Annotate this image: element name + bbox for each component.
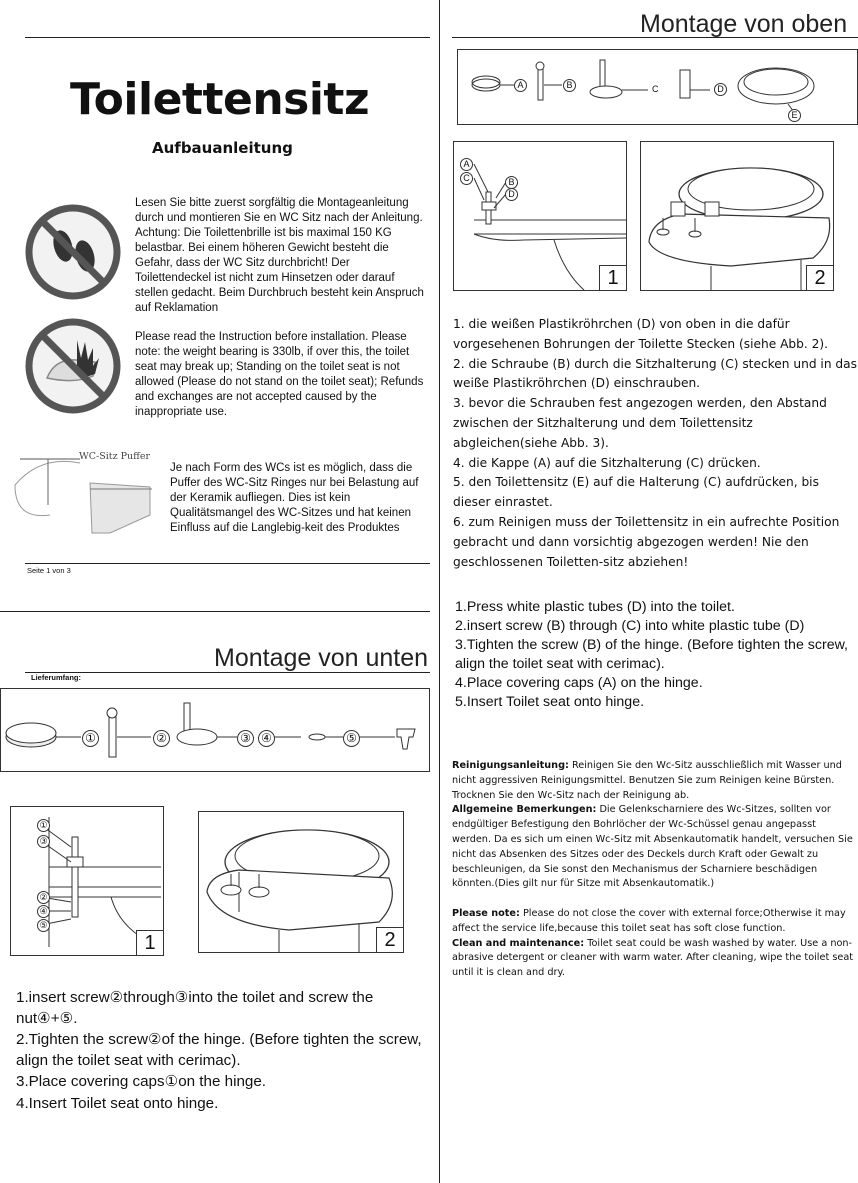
step-oben-en-3: 3.Tighten the screw (B) of the hinge. (Before tighten the screw, align the toilet seat with cerimac). bbox=[455, 636, 848, 672]
figure-2-unten bbox=[198, 811, 404, 953]
part-label-3: ③ bbox=[237, 730, 254, 747]
figure-1-oben bbox=[453, 141, 627, 291]
step-unten-1: 1.insert screw②through③into the toilet and screw the nut④+⑤. bbox=[16, 989, 374, 1027]
fig2-unten-number: 2 bbox=[376, 927, 403, 952]
steps-unten-list bbox=[16, 988, 426, 1114]
notes-block-en bbox=[452, 907, 856, 981]
section-title-unten: Montage von unten bbox=[214, 644, 429, 672]
puffer-text: Je nach Form des WCs ist es möglich, dass die Puffer des WC-Sitz Ringes nur bei Belastung auf der Keramik aufliegen. Dies ist kein Qualitätsmangel des WC-Sitzes und hat keinen Einfluss auf die Langlebig-keit des Produktes bbox=[170, 462, 419, 534]
page-subtitle: Aufbauanleitung bbox=[152, 139, 293, 157]
warning-text-de: Lesen Sie bitte zuerst sorgfältig die Montageanleitung durch und montieren Sie en WC Sitz nach der Anleitung. Achtung: Die Toilettenbrille ist bis maximal 150 KG belastbar. Bei einem höheren Gewicht besteht die Gefahr, dass der WC Sitz durchbricht! Der Toilettendeckel ist nicht zum Hinsetzen oder darauf stellen gedacht. Beim Durchbruch besteht kein Anspruch auf Reklamation bbox=[135, 197, 424, 314]
part-label-5: ⑤ bbox=[343, 730, 360, 747]
parts-box-unten bbox=[0, 688, 430, 772]
part-label-1: ① bbox=[82, 730, 99, 747]
note-reinigung-label: Reinigungsanleitung: bbox=[452, 760, 569, 771]
part-label-A: A bbox=[514, 79, 527, 92]
fig1-unten-label-4: ④ bbox=[37, 905, 50, 918]
no-pressing-icon bbox=[25, 318, 121, 414]
steps-oben-en bbox=[455, 598, 855, 711]
fig1-oben-number: 1 bbox=[599, 265, 626, 290]
part-label-D: D bbox=[714, 83, 727, 96]
section-title-oben: Montage von oben bbox=[640, 10, 848, 38]
note-clean-label: Clean and maintenance: bbox=[452, 937, 585, 949]
step-unten-2: 2.Tighten the screw②of the hinge. (Before tighten the screw, align the toilet seat with cerimac). bbox=[16, 1031, 422, 1069]
step-oben-de-1: 1. die weißen Plastikröhrchen (D) von oben in die dafür vorgesehenen Bohrungen der Toilette Stecken (siehe Abb. 2). bbox=[453, 317, 829, 351]
page-footer: Seite 1 von 3 bbox=[27, 566, 71, 575]
fig1-oben-label-B: B bbox=[505, 176, 518, 189]
step-oben-de-3: 3. bevor die Schrauben fest angezogen werden, den Abstand zwischen der Sitzhalterung und dem Toilettensitz abgleichen(siehe Abb. 3). bbox=[453, 396, 827, 450]
part-label-B: B bbox=[563, 79, 576, 92]
step-oben-de-5: 5. den Toilettensitz (E) auf die Halterung (C) aufdrücken, bis dieser einrastet. bbox=[453, 475, 819, 510]
notes-block-de bbox=[452, 759, 856, 892]
fig1-unten-label-1: ① bbox=[37, 819, 50, 832]
page-title: Toilettensitz bbox=[70, 74, 370, 125]
fig1-unten-label-5: ⑤ bbox=[37, 919, 50, 932]
note-please-text: Please do not close the cover with external force;Otherwise it may affect the service life,because this toilet seat has soft close function. bbox=[452, 908, 846, 934]
fig1-unten-label-3: ③ bbox=[37, 835, 50, 848]
part-label-4: ④ bbox=[258, 730, 275, 747]
step-oben-en-1: 1.Press white plastic tubes (D) into the toilet. bbox=[455, 599, 735, 615]
note-allgemein-label: Allgemeine Bemerkungen: bbox=[452, 804, 597, 816]
left-section-rule bbox=[0, 611, 430, 612]
step-oben-de-2: 2. die Schraube (B) durch die Sitzhalterung (C) stecken und in das weiße Plastikröhrchen (D) einschrauben. bbox=[453, 356, 857, 391]
left-top-rule bbox=[25, 37, 430, 38]
part-label-E: E bbox=[788, 109, 801, 122]
step-unten-3: 3.Place covering caps①on the hinge. bbox=[16, 1073, 267, 1090]
fig1-unten-label-2: ② bbox=[37, 891, 50, 904]
figure-2-oben bbox=[640, 141, 834, 291]
fig2-oben-number: 2 bbox=[806, 265, 833, 290]
steps-oben-de bbox=[453, 315, 857, 572]
part-label-2: ② bbox=[153, 730, 170, 747]
step-oben-en-4: 4.Place covering caps (A) on the hinge. bbox=[455, 674, 703, 691]
note-allgemein-text: Die Gelenkscharniere des Wc-Sitzes, sollten vor endgültiger Befestigung den Bohrlöcher der Wc-Schüssel genau angepasst werden. Da es sich um einen Wc-Sitz mit Absenkautomatik handelt, versuchen Sie nicht das Absenken des Sitzes oder des Deckels durch Kraft oder Gewalt zu beschleunigen, da Sie sonst den Mechanismus der Scharniere beschädigen könnten.(Dies gilt nur für Sitze mit Absenkautomatik.) bbox=[452, 804, 853, 890]
fig1-oben-label-D: D bbox=[505, 188, 518, 201]
fig1-unten-number: 1 bbox=[136, 930, 163, 955]
step-oben-de-4: 4. die Kappe (A) auf die Sitzhalterung (C) drücken. bbox=[453, 455, 761, 470]
part-label-C: C bbox=[652, 84, 659, 94]
note-clean-text: Toilet seat could be wash washed by water. Use a non-abrasive detergent or cleaner with warm water. After cleaning, wipe the toilet seat until it is clean and dry. bbox=[452, 937, 854, 979]
step-oben-en-5: 5.Insert Toilet seat onto hinge. bbox=[455, 693, 645, 710]
fig1-oben-label-C: C bbox=[460, 172, 473, 185]
note-clean bbox=[452, 937, 856, 981]
no-standing-icon bbox=[25, 204, 121, 300]
note-reinigung bbox=[452, 759, 856, 803]
center-divider bbox=[439, 0, 440, 1183]
step-unten-4: 4.Insert Toilet seat onto hinge. bbox=[16, 1094, 219, 1112]
left-footer-rule bbox=[25, 563, 430, 564]
lieferumfang-label: Lieferumfang: bbox=[31, 673, 82, 682]
parts-box-oben bbox=[457, 49, 858, 125]
step-oben-en-2: 2.insert screw (B) through (C) into white plastic tube (D) bbox=[455, 617, 805, 634]
note-please bbox=[452, 907, 856, 937]
note-reinigung-text: Reinigen Sie den Wc-Sitz ausschließlich mit Wasser und nicht aggressiven Reinigungsmittel. Benutzen Sie zum Reinigen keine Bürsten. Trocknen Sie den Wc-Sitz nach der Reinigung ab. bbox=[452, 760, 842, 801]
fig1-oben-label-A: A bbox=[460, 158, 473, 171]
step-oben-de-6: 6. zum Reinigen muss der Toilettensitz in ein aufrechte Position gebracht und dann vorsichtig abgezogen werden! Nie den geschlossenen Toiletten-sitz abziehen! bbox=[453, 514, 840, 569]
note-please-label: Please note: bbox=[452, 908, 520, 919]
note-allgemein bbox=[452, 803, 856, 892]
puffer-label: WC-Sitz Puffer bbox=[79, 451, 151, 462]
warning-text-en: Please read the Instruction before installation. Please note: the weight bearing is 330lb, if over this, the toilet seat may break up; Standing on the toilet seat is not allowed (Please do not stand on the toilet seat); Refunds and exchanges are not accepted caused by the inappropriate use. bbox=[135, 331, 424, 418]
figure-1-unten bbox=[10, 806, 164, 956]
